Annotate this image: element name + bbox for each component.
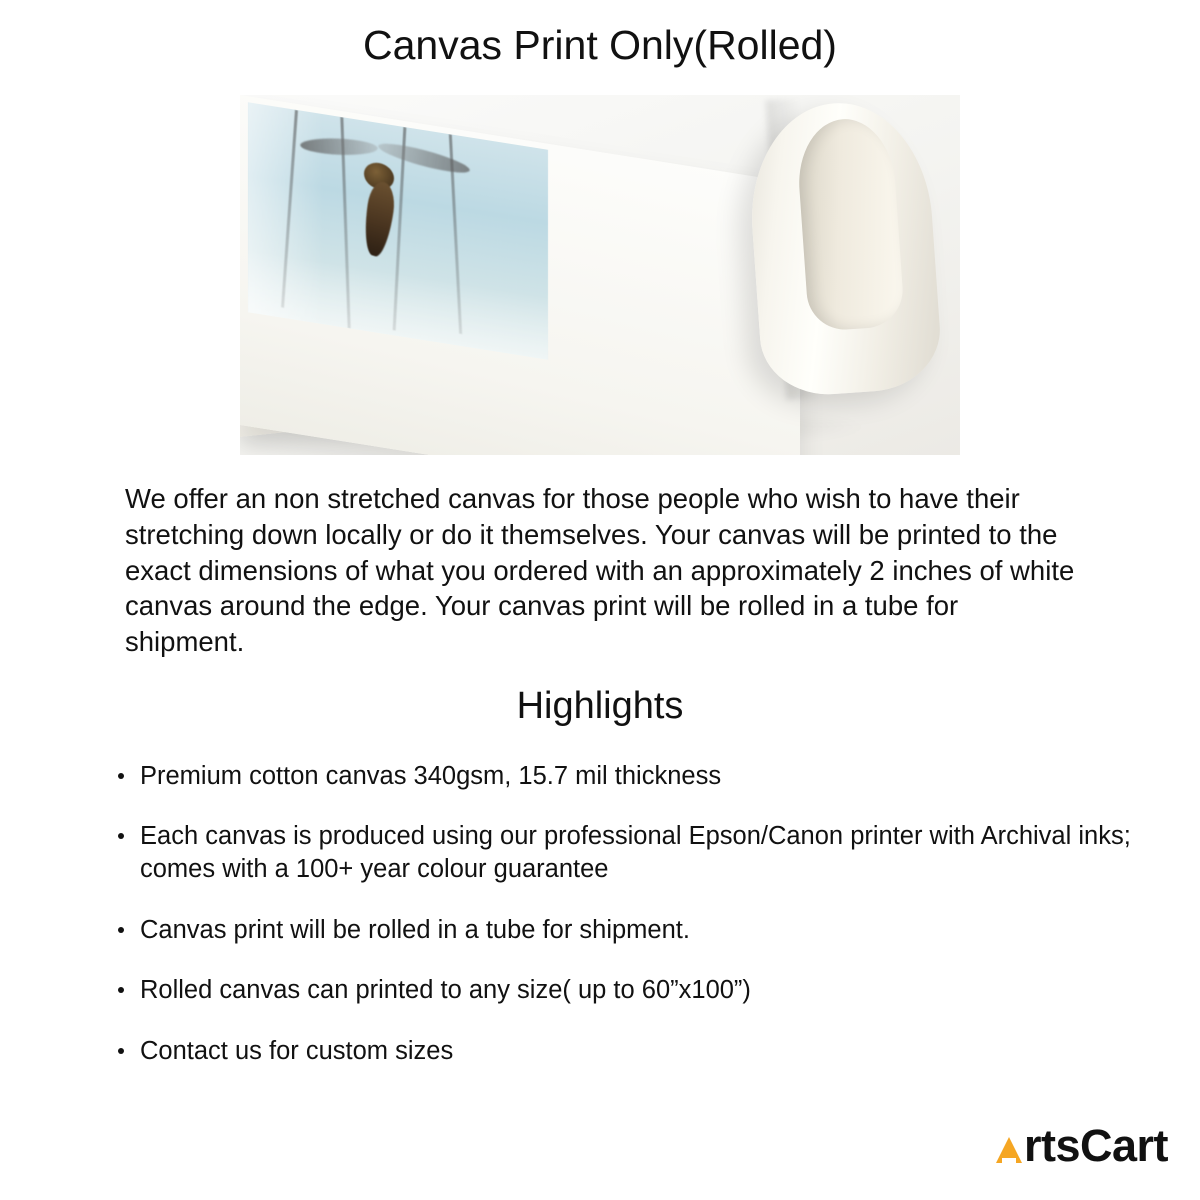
printed-artwork <box>248 102 548 360</box>
highlights-list <box>0 760 1200 1068</box>
list-item: Canvas print will be rolled in a tube for shipment. <box>118 914 1136 947</box>
list-item: Contact us for custom sizes <box>118 1035 1136 1068</box>
artscart-logo <box>996 1120 1168 1172</box>
rolled-canvas-photo <box>240 95 960 455</box>
list-item: Rolled canvas can printed to any size( up to 60”x100”) <box>118 974 1136 1007</box>
page-title: Canvas Print Only(Rolled) <box>363 22 837 68</box>
artwork-insect-body <box>361 179 397 260</box>
artwork-insect-wing <box>299 137 378 156</box>
highlights-heading: Highlights <box>516 684 684 727</box>
hero-image <box>240 95 960 455</box>
list-item: Premium cotton canvas 340gsm, 15.7 mil thickness <box>118 760 1136 793</box>
artwork-stem <box>281 110 298 308</box>
logo-text: rtsCart <box>1023 1120 1168 1171</box>
triangle-logo-icon <box>996 1137 1022 1163</box>
list-item: Each canvas is produced using our professional Epson/Canon printer with Archival inks; comes with a 100+ year colour guarantee <box>118 820 1136 885</box>
product-description: We offer an non stretched canvas for those people who wish to have their stretching down locally or do it themselves. Your canvas will be printed to the exact dimensions of what you ordered with an approximately 2 inches of white canvas around the edge. Your canvas print will be rolled in a tube for shipment. <box>125 483 1075 658</box>
